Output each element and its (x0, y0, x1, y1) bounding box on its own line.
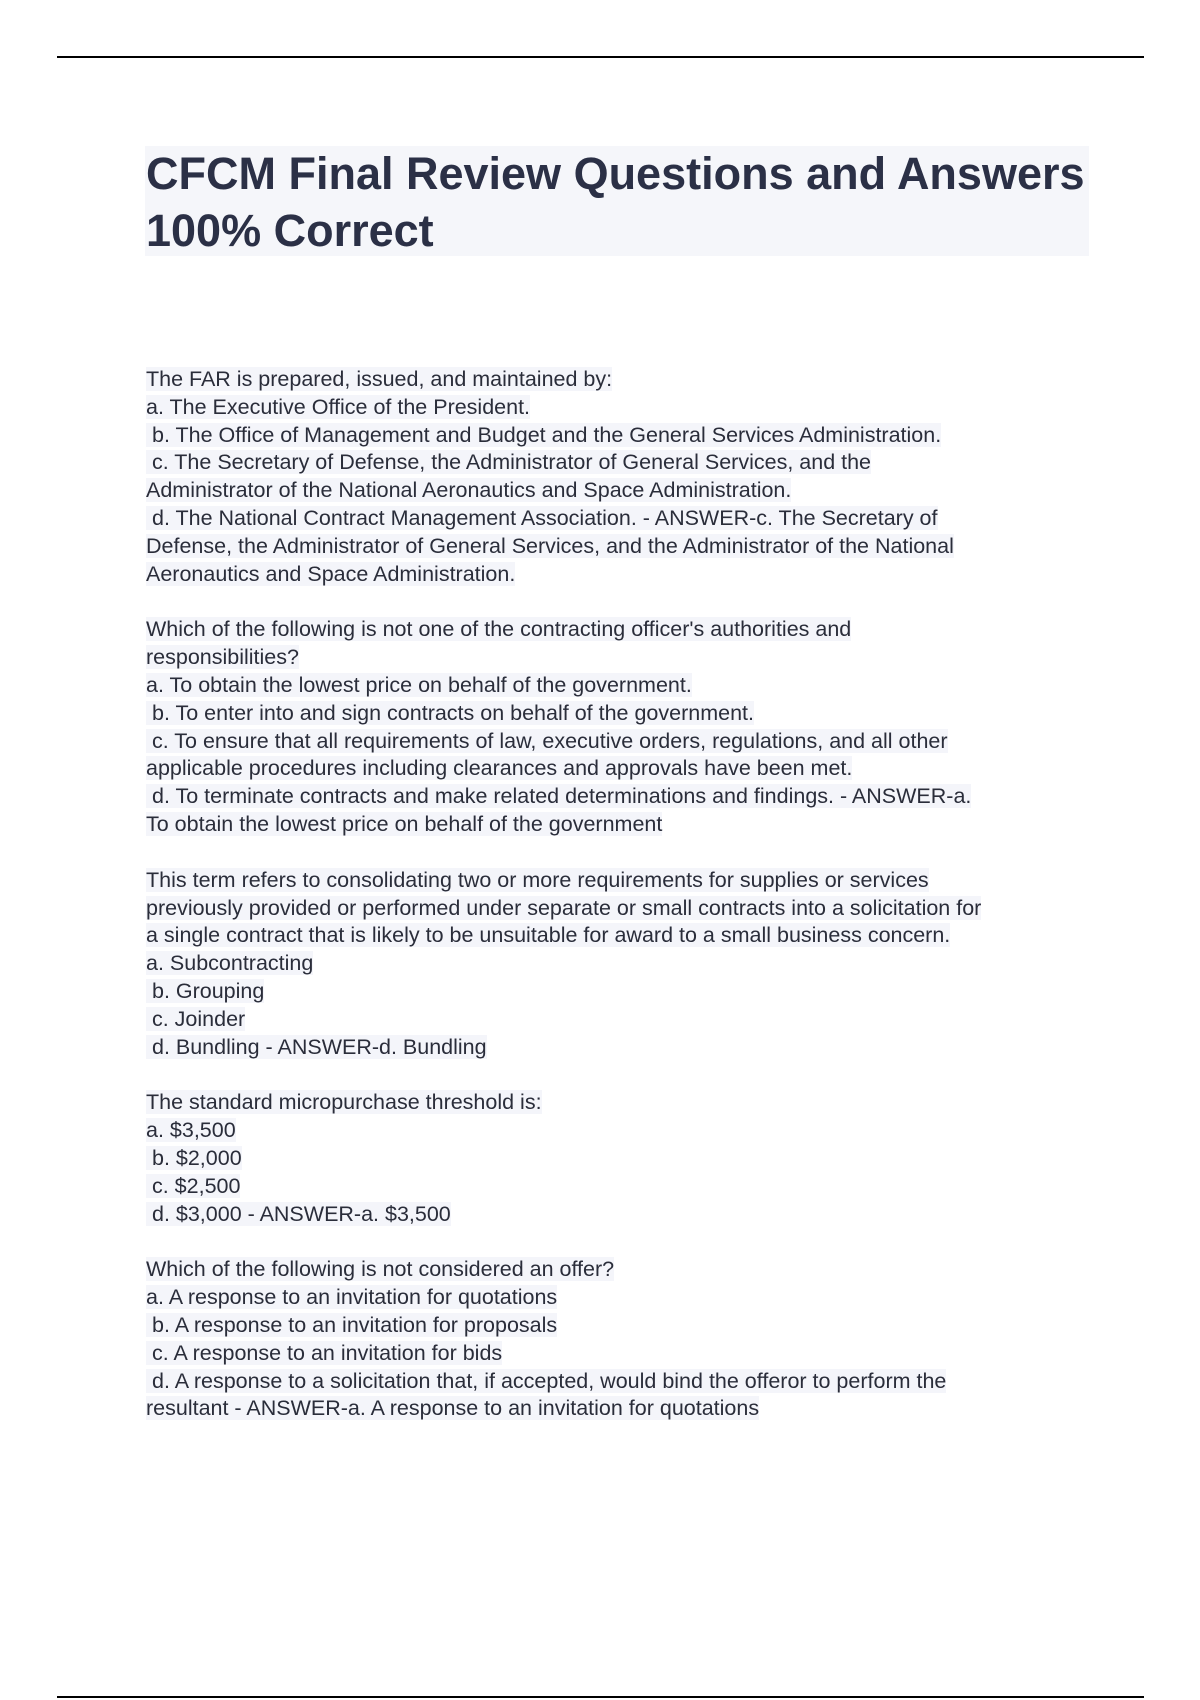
question-line-text: applicable procedures including clearances and approvals have been met. (146, 756, 853, 781)
question-block (146, 1089, 1096, 1228)
question-line-text: Aeronautics and Space Administration. (146, 561, 516, 586)
question-line-text: previously provided or performed under separate or small contracts into a solicitation for (146, 895, 982, 920)
question-line (146, 1201, 1096, 1229)
question-line (146, 616, 1096, 644)
question-line (146, 1173, 1096, 1201)
question-line (146, 867, 1096, 895)
question-line-text: Defense, the Administrator of General Services, and the Administrator of the National (146, 533, 954, 558)
question-line-text: a. The Executive Office of the President. (146, 394, 531, 419)
question-line (146, 1395, 1096, 1423)
question-line (146, 922, 1096, 950)
question-line (146, 783, 1096, 811)
question-line (146, 700, 1096, 728)
question-line (146, 1145, 1096, 1173)
question-line-text: resultant - ANSWER-a. A response to an invitation for quotations (146, 1396, 760, 1421)
question-line (146, 1312, 1096, 1340)
question-line (146, 1034, 1096, 1062)
question-line (146, 1340, 1096, 1368)
question-line-text: a. A response to an invitation for quotations (146, 1285, 558, 1310)
question-line-text: Which of the following is not one of the contracting officer's authorities and (146, 617, 852, 642)
question-line-text: This term refers to consolidating two or more requirements for supplies or services (146, 867, 929, 892)
question-line-text: responsibilities? (146, 645, 299, 670)
question-block (146, 616, 1096, 838)
question-line-text: d. To terminate contracts and make related determinations and findings. - ANSWER-a. (146, 784, 972, 809)
question-line (146, 1089, 1096, 1117)
question-line (146, 422, 1096, 450)
question-line (146, 1256, 1096, 1284)
question-line-text: c. A response to an invitation for bids (146, 1340, 503, 1365)
question-block (146, 366, 1096, 588)
question-line-text: d. $3,000 - ANSWER-a. $3,500 (146, 1201, 451, 1226)
question-line-text: d. Bundling - ANSWER-d. Bundling (146, 1034, 487, 1059)
question-line (146, 672, 1096, 700)
question-line-text: d. The National Contract Management Association. - ANSWER-c. The Secretary of (146, 505, 938, 530)
question-block (146, 867, 1096, 1062)
question-line-text: b. Grouping (146, 978, 265, 1003)
question-line (146, 1284, 1096, 1312)
question-line (146, 561, 1096, 589)
question-line (146, 366, 1096, 394)
question-line-text: c. $2,500 (146, 1173, 241, 1198)
document-title: CFCM Final Review Questions and Answers 100% Correct (146, 148, 1085, 256)
question-line-text: b. The Office of Management and Budget and the General Services Administration. (146, 422, 942, 447)
question-list (146, 366, 1096, 1451)
question-line (146, 449, 1096, 477)
question-line (146, 950, 1096, 978)
question-block (146, 1256, 1096, 1423)
question-line (146, 394, 1096, 422)
question-line-text: To obtain the lowest price on behalf of the government (146, 811, 663, 836)
question-line-text: Which of the following is not considered an offer? (146, 1257, 615, 1282)
question-line (146, 755, 1096, 783)
question-line-text: a. Subcontracting (146, 951, 314, 976)
question-line-text: b. $2,000 (146, 1145, 242, 1170)
question-line-text: a. To obtain the lowest price on behalf of the government. (146, 672, 692, 697)
question-line (146, 1006, 1096, 1034)
question-line (146, 895, 1096, 923)
question-line-text: d. A response to a solicitation that, if accepted, would bind the offeror to perform the (146, 1368, 947, 1393)
question-line-text: Administrator of the National Aeronautics and Space Administration. (146, 478, 792, 503)
question-line-text: a single contract that is likely to be unsuitable for award to a small business concern. (146, 923, 951, 948)
header-rule (57, 56, 1144, 58)
question-line-text: c. To ensure that all requirements of law, executive orders, regulations, and all other (146, 728, 948, 753)
footer-rule (57, 1696, 1144, 1698)
question-line (146, 811, 1096, 839)
question-line (146, 477, 1096, 505)
question-line-text: c. The Secretary of Defense, the Administrator of General Services, and the (146, 450, 872, 475)
question-line-text: b. To enter into and sign contracts on behalf of the government. (146, 700, 754, 725)
question-line (146, 533, 1096, 561)
question-line-text: a. $3,500 (146, 1118, 236, 1143)
question-line (146, 1117, 1096, 1145)
question-line-text: The standard micropurchase threshold is: (146, 1090, 542, 1115)
question-line-text: b. A response to an invitation for proposals (146, 1312, 558, 1337)
question-line-text: c. Joinder (146, 1006, 246, 1031)
question-line (146, 1368, 1096, 1396)
question-line (146, 978, 1096, 1006)
question-line-text: The FAR is prepared, issued, and maintained by: (146, 367, 613, 391)
question-line (146, 728, 1096, 756)
question-line (146, 644, 1096, 672)
question-line (146, 505, 1096, 533)
